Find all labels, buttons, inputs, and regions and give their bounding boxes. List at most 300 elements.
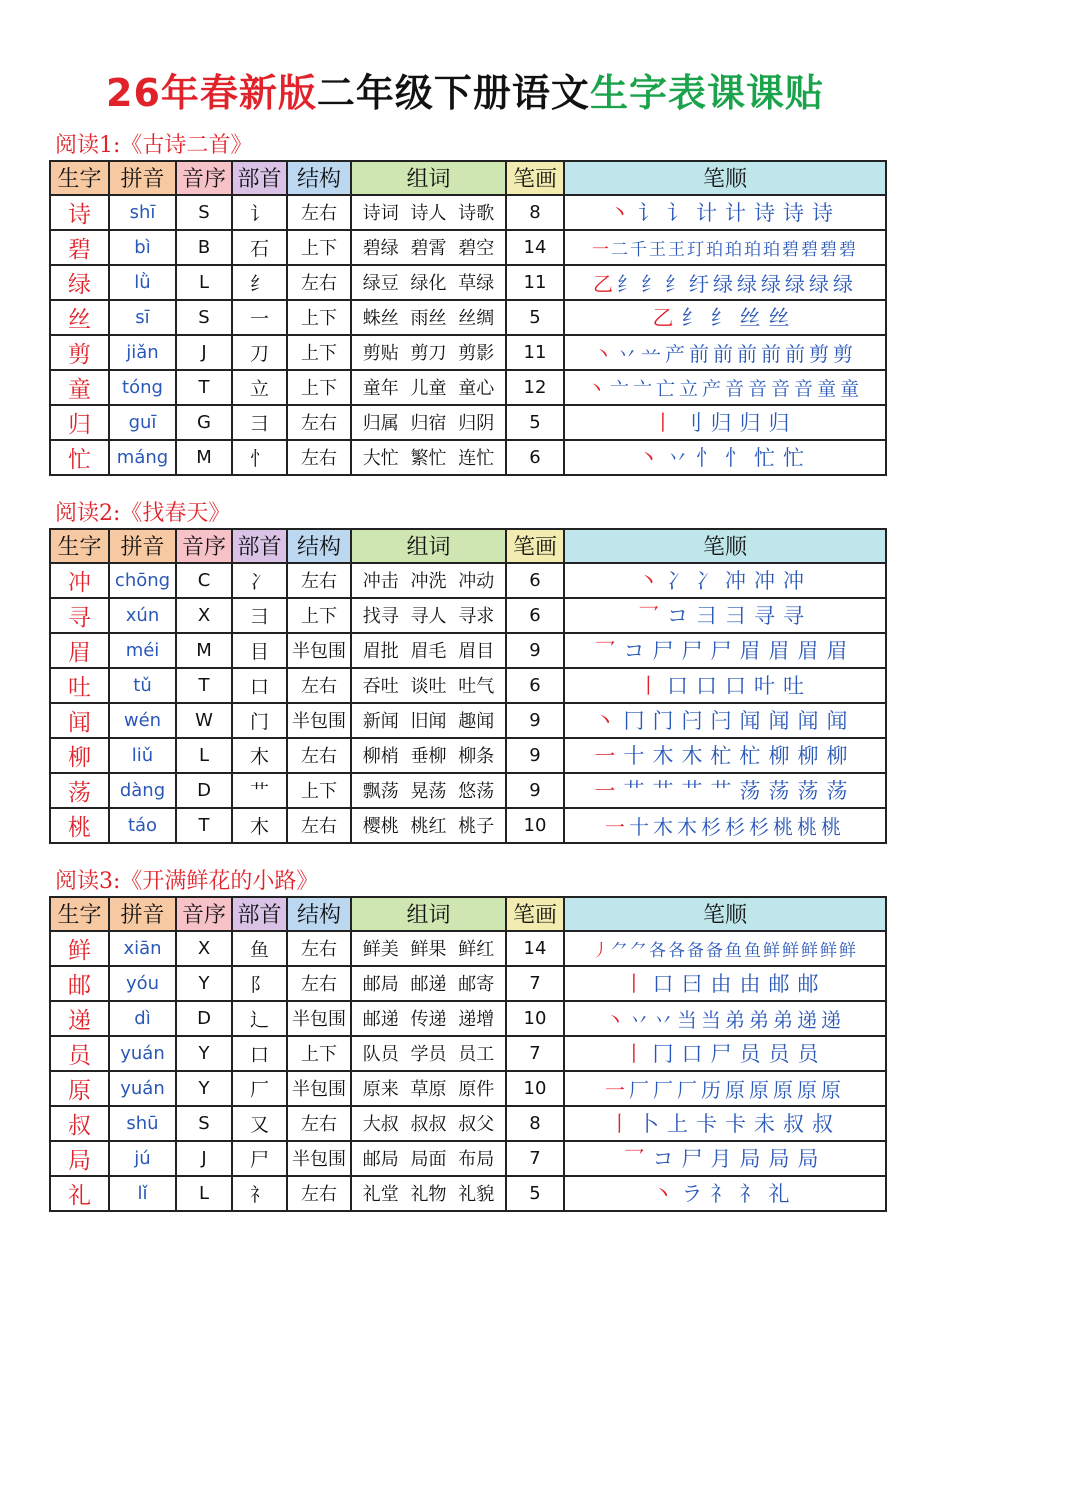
stroke-step: 礻 <box>739 1182 761 1206</box>
stroke-order-cell <box>564 703 886 738</box>
radical-cell: 又 <box>232 1106 287 1141</box>
table-row <box>50 195 886 230</box>
stroke-step: 丿 <box>592 940 609 961</box>
character-cell: 荡 <box>50 773 109 808</box>
stroke-count-cell: 10 <box>506 1001 564 1036</box>
character-cell: 寻 <box>50 598 109 633</box>
initial-letter-cell: G <box>176 405 232 440</box>
stroke-step: 鲜 <box>820 940 837 961</box>
stroke-count-cell: 12 <box>506 370 564 405</box>
words-cell: 队员 学员 员工 <box>351 1036 506 1071</box>
structure-cell: 左右 <box>287 405 351 440</box>
stroke-step: 忙 <box>754 446 775 470</box>
character-cell: 冲 <box>50 563 109 598</box>
table-row <box>50 335 886 370</box>
character-cell: 递 <box>50 1001 109 1036</box>
stroke-step: 丷 <box>629 1007 649 1032</box>
stroke-step: 忙 <box>783 446 804 470</box>
stroke-step: 纟 <box>617 271 637 296</box>
table-row <box>50 563 886 598</box>
stroke-order-cell <box>564 370 886 405</box>
words-cell: 绿豆 绿化 草绿 <box>351 265 506 300</box>
page-title <box>0 62 930 117</box>
stroke-step: 荡 <box>797 779 819 803</box>
stroke-step: 尸 <box>652 639 674 663</box>
stroke-step: 珀 <box>744 239 761 260</box>
stroke-order-cell <box>564 405 886 440</box>
stroke-step: 吐 <box>783 674 804 698</box>
character-cell: 剪 <box>50 335 109 370</box>
pinyin-cell: sī <box>109 300 176 335</box>
stroke-step: 眉 <box>797 639 819 663</box>
stroke-order-cell <box>564 230 886 265</box>
stroke-step: 丶 <box>594 709 616 733</box>
radical-cell: 厂 <box>232 1071 287 1106</box>
table-row <box>50 738 886 773</box>
words-cell: 新闻 旧闻 趣闻 <box>351 703 506 738</box>
radical-cell: 立 <box>232 370 287 405</box>
stroke-step: 珀 <box>763 239 780 260</box>
initial-letter-cell: W <box>176 703 232 738</box>
stroke-step: 丨 <box>652 411 674 435</box>
stroke-step: 一 <box>592 239 609 260</box>
stroke-step: 珀 <box>706 239 723 260</box>
stroke-order-cell <box>564 1071 886 1106</box>
stroke-step: 丨 <box>623 1042 645 1066</box>
initial-letter-cell: L <box>176 1176 232 1211</box>
stroke-step: 员 <box>739 1042 761 1066</box>
radical-cell: 口 <box>232 668 287 703</box>
pinyin-cell: yóu <box>109 966 176 1001</box>
stroke-step: 眉 <box>739 639 761 663</box>
stroke-step: 冲 <box>754 569 775 593</box>
stroke-step: 丶 <box>638 446 659 470</box>
structure-cell: 左右 <box>287 265 351 300</box>
initial-letter-cell: S <box>176 1106 232 1141</box>
stroke-step: 绿 <box>833 271 853 296</box>
stroke-order-cell <box>564 1036 886 1071</box>
column-header: 生字 <box>50 529 109 563</box>
stroke-step: 鲜 <box>782 940 799 961</box>
stroke-step: 亡 <box>655 377 675 400</box>
column-header: 组词 <box>351 529 506 563</box>
stroke-step: 冫 <box>667 569 688 593</box>
words-cell: 找寻 寻人 寻求 <box>351 598 506 633</box>
stroke-step: 鲜 <box>801 940 818 961</box>
radical-cell: 彐 <box>232 405 287 440</box>
character-cell: 碧 <box>50 230 109 265</box>
stroke-step: 一 <box>605 814 625 839</box>
stroke-step: 艹 <box>681 779 703 803</box>
column-header: 拼音 <box>109 529 176 563</box>
character-cell: 吐 <box>50 668 109 703</box>
stroke-step: 绿 <box>737 271 757 296</box>
stroke-step: 立 <box>678 377 698 400</box>
radical-cell: 刀 <box>232 335 287 370</box>
column-header: 组词 <box>351 161 506 195</box>
section-heading: 阅读2:《找春天》 <box>55 501 231 526</box>
stroke-count-cell: 5 <box>506 1176 564 1211</box>
structure-cell: 上下 <box>287 300 351 335</box>
stroke-step: 口 <box>696 674 717 698</box>
initial-letter-cell: Y <box>176 966 232 1001</box>
words-cell: 蛛丝 雨丝 丝绸 <box>351 300 506 335</box>
structure-cell: 半包围 <box>287 703 351 738</box>
stroke-step: 卜 <box>638 1112 659 1136</box>
initial-letter-cell: D <box>176 1001 232 1036</box>
stroke-step: 各 <box>649 940 666 961</box>
initial-letter-cell: Y <box>176 1071 232 1106</box>
stroke-step: 绿 <box>713 271 733 296</box>
table-row <box>50 633 886 668</box>
stroke-step: 一 <box>594 744 616 768</box>
column-header: 生字 <box>50 161 109 195</box>
stroke-count-cell: 10 <box>506 1071 564 1106</box>
column-header: 部首 <box>232 161 287 195</box>
stroke-step: 剪 <box>833 341 853 366</box>
pinyin-cell: tǔ <box>109 668 176 703</box>
pinyin-cell: shū <box>109 1106 176 1141</box>
words-cell: 眉批 眉毛 眉目 <box>351 633 506 668</box>
structure-cell: 左右 <box>287 195 351 230</box>
initial-letter-cell: T <box>176 808 232 843</box>
character-cell: 诗 <box>50 195 109 230</box>
stroke-step: 柳 <box>768 744 790 768</box>
initial-letter-cell: S <box>176 300 232 335</box>
stroke-step: 柳 <box>797 744 819 768</box>
structure-cell: 左右 <box>287 808 351 843</box>
stroke-step: 原 <box>749 1077 769 1102</box>
stroke-count-cell: 6 <box>506 440 564 475</box>
stroke-step: 备 <box>706 940 723 961</box>
stroke-step: 局 <box>797 1147 819 1171</box>
stroke-step: 丶 <box>605 1007 625 1032</box>
words-cell: 诗词 诗人 诗歌 <box>351 195 506 230</box>
stroke-step: 礻 <box>710 1182 732 1206</box>
stroke-step: 木 <box>681 744 703 768</box>
stroke-step: 千 <box>630 239 647 260</box>
stroke-step: 鲜 <box>839 940 856 961</box>
structure-cell: 半包围 <box>287 1071 351 1106</box>
stroke-order-cell <box>564 335 886 370</box>
title-part-black: 二年级下册语文 <box>316 71 590 115</box>
table-row <box>50 265 886 300</box>
stroke-step: 桃 <box>821 814 841 839</box>
stroke-step: 原 <box>725 1077 745 1102</box>
structure-cell: 上下 <box>287 1036 351 1071</box>
pinyin-cell: yuán <box>109 1036 176 1071</box>
stroke-step: 绿 <box>809 271 829 296</box>
words-cell: 大忙 繁忙 连忙 <box>351 440 506 475</box>
column-header: 结构 <box>287 529 351 563</box>
stroke-step: 员 <box>797 1042 819 1066</box>
stroke-step: 前 <box>761 341 781 366</box>
pinyin-cell: xún <box>109 598 176 633</box>
stroke-step: 王 <box>668 239 685 260</box>
stroke-step: 闻 <box>826 709 848 733</box>
pinyin-cell: liǔ <box>109 738 176 773</box>
stroke-step: 归 <box>768 411 790 435</box>
stroke-step: 彐 <box>725 604 746 628</box>
stroke-step: 局 <box>739 1147 761 1171</box>
initial-letter-cell: X <box>176 931 232 966</box>
stroke-step: 历 <box>701 1077 721 1102</box>
stroke-step: ⺈ <box>630 940 647 961</box>
structure-cell: 上下 <box>287 773 351 808</box>
pinyin-cell: dàng <box>109 773 176 808</box>
stroke-step: 递 <box>797 1007 817 1032</box>
stroke-step: 亠 <box>609 377 629 400</box>
column-header: 笔画 <box>506 897 564 931</box>
stroke-order-cell <box>564 668 886 703</box>
stroke-count-cell: 9 <box>506 773 564 808</box>
stroke-step: 邮 <box>768 972 790 996</box>
words-cell: 邮局 邮递 邮寄 <box>351 966 506 1001</box>
pinyin-cell: lǜ <box>109 265 176 300</box>
words-cell: 礼堂 礼物 礼貌 <box>351 1176 506 1211</box>
column-header: 部首 <box>232 529 287 563</box>
radical-cell: 忄 <box>232 440 287 475</box>
stroke-step: 前 <box>713 341 733 366</box>
structure-cell: 上下 <box>287 335 351 370</box>
stroke-order-cell <box>564 195 886 230</box>
stroke-step: 桃 <box>797 814 817 839</box>
radical-cell: 讠 <box>232 195 287 230</box>
radical-cell: 木 <box>232 738 287 773</box>
stroke-step: 杧 <box>739 744 761 768</box>
stroke-step: 艹 <box>652 779 674 803</box>
stroke-step: 鱼 <box>744 940 761 961</box>
table-row <box>50 230 886 265</box>
radical-cell: 冫 <box>232 563 287 598</box>
stroke-step: 寻 <box>754 604 775 628</box>
stroke-count-cell: 9 <box>506 703 564 738</box>
stroke-step: 玎 <box>687 239 704 260</box>
column-header: 音序 <box>176 529 232 563</box>
character-cell: 归 <box>50 405 109 440</box>
stroke-step: 杧 <box>710 744 732 768</box>
initial-letter-cell: Y <box>176 1036 232 1071</box>
stroke-step: 尸 <box>710 639 732 663</box>
stroke-step: 叔 <box>783 1112 804 1136</box>
radical-cell: 目 <box>232 633 287 668</box>
stroke-step: 闩 <box>710 709 732 733</box>
structure-cell: 左右 <box>287 1176 351 1211</box>
column-header: 拼音 <box>109 161 176 195</box>
radical-cell: 石 <box>232 230 287 265</box>
stroke-order-cell <box>564 1141 886 1176</box>
stroke-step: 音 <box>771 377 791 400</box>
stroke-order-cell <box>564 1106 886 1141</box>
stroke-step: 纟 <box>665 271 685 296</box>
stroke-step: 二 <box>611 239 628 260</box>
stroke-step: 口 <box>681 1042 703 1066</box>
structure-cell: 半包围 <box>287 633 351 668</box>
initial-letter-cell: L <box>176 738 232 773</box>
pinyin-cell: táo <box>109 808 176 843</box>
table-row <box>50 370 886 405</box>
column-header: 笔顺 <box>564 897 886 931</box>
table-row <box>50 440 886 475</box>
table-row <box>50 966 886 1001</box>
stroke-step: 荡 <box>768 779 790 803</box>
words-cell: 吞吐 谈吐 吐气 <box>351 668 506 703</box>
stroke-step: 纟 <box>710 306 732 330</box>
initial-letter-cell: T <box>176 668 232 703</box>
stroke-order-cell <box>564 300 886 335</box>
stroke-step: 原 <box>797 1077 817 1102</box>
stroke-step: 礼 <box>768 1182 790 1206</box>
stroke-step: 艹 <box>623 779 645 803</box>
stroke-step: 艹 <box>710 779 732 803</box>
character-cell: 眉 <box>50 633 109 668</box>
structure-cell: 左右 <box>287 440 351 475</box>
stroke-step: 当 <box>701 1007 721 1032</box>
stroke-step: 诗 <box>812 201 833 225</box>
stroke-step: 尸 <box>681 1147 703 1171</box>
character-cell: 童 <box>50 370 109 405</box>
pinyin-cell: méi <box>109 633 176 668</box>
stroke-step: 闻 <box>739 709 761 733</box>
stroke-step: 䒑 <box>641 341 661 366</box>
initial-letter-cell: M <box>176 440 232 475</box>
stroke-step: 桃 <box>773 814 793 839</box>
column-header: 生字 <box>50 897 109 931</box>
stroke-order-cell <box>564 738 886 773</box>
stroke-step: 递 <box>821 1007 841 1032</box>
words-cell: 童年 儿童 童心 <box>351 370 506 405</box>
stroke-step: 曰 <box>681 972 703 996</box>
stroke-count-cell: 11 <box>506 265 564 300</box>
table-row <box>50 773 886 808</box>
stroke-step: 绿 <box>761 271 781 296</box>
radical-cell: 艹 <box>232 773 287 808</box>
stroke-step: 乛 <box>623 1147 645 1171</box>
radical-cell: 纟 <box>232 265 287 300</box>
radical-cell: 木 <box>232 808 287 843</box>
structure-cell: 左右 <box>287 1106 351 1141</box>
stroke-count-cell: 7 <box>506 1141 564 1176</box>
stroke-count-cell: 11 <box>506 335 564 370</box>
character-table <box>49 160 887 476</box>
table-row <box>50 1001 886 1036</box>
character-table <box>49 896 887 1212</box>
stroke-step: 冂 <box>652 1042 674 1066</box>
stroke-order-cell <box>564 773 886 808</box>
stroke-step: 前 <box>689 341 709 366</box>
pinyin-cell: jú <box>109 1141 176 1176</box>
column-header: 组词 <box>351 897 506 931</box>
stroke-step: 乙 <box>593 271 613 296</box>
stroke-step: 眉 <box>826 639 848 663</box>
pinyin-cell: máng <box>109 440 176 475</box>
pinyin-cell: dì <box>109 1001 176 1036</box>
words-cell: 柳梢 垂柳 柳条 <box>351 738 506 773</box>
table-row <box>50 931 886 966</box>
stroke-step: 木 <box>677 814 697 839</box>
stroke-step: 音 <box>725 377 745 400</box>
stroke-step: 木 <box>653 814 673 839</box>
pinyin-cell: guī <box>109 405 176 440</box>
stroke-step: 各 <box>668 940 685 961</box>
stroke-step: 王 <box>649 239 666 260</box>
stroke-step: 杉 <box>749 814 769 839</box>
pinyin-cell: bì <box>109 230 176 265</box>
pinyin-cell: tóng <box>109 370 176 405</box>
stroke-step: 原 <box>821 1077 841 1102</box>
structure-cell: 左右 <box>287 966 351 1001</box>
words-cell: 归属 归宿 归阴 <box>351 405 506 440</box>
stroke-step: 纟 <box>681 306 703 330</box>
words-cell: 碧绿 碧霄 碧空 <box>351 230 506 265</box>
initial-letter-cell: S <box>176 195 232 230</box>
table-row <box>50 598 886 633</box>
column-header: 笔顺 <box>564 529 886 563</box>
stroke-step: 厂 <box>653 1077 673 1102</box>
character-cell: 柳 <box>50 738 109 773</box>
stroke-count-cell: 7 <box>506 966 564 1001</box>
character-cell: 鲜 <box>50 931 109 966</box>
stroke-step: 亠 <box>632 377 652 400</box>
radical-cell: 阝 <box>232 966 287 1001</box>
stroke-order-cell <box>564 808 886 843</box>
initial-letter-cell: J <box>176 335 232 370</box>
character-cell: 绿 <box>50 265 109 300</box>
stroke-step: 讠 <box>638 201 659 225</box>
stroke-step: 诗 <box>754 201 775 225</box>
stroke-step: 乙 <box>652 306 674 330</box>
stroke-step: 剪 <box>809 341 829 366</box>
column-header: 拼音 <box>109 897 176 931</box>
stroke-step: 童 <box>840 377 860 400</box>
character-cell: 礼 <box>50 1176 109 1211</box>
character-cell: 闻 <box>50 703 109 738</box>
stroke-step: 计 <box>725 201 746 225</box>
stroke-step: 邮 <box>797 972 819 996</box>
title-part-red: 26年春新版 <box>106 71 317 115</box>
character-cell: 员 <box>50 1036 109 1071</box>
stroke-step: 丨 <box>623 972 645 996</box>
title-part-green: 生字表课课贴 <box>589 71 824 115</box>
stroke-count-cell: 14 <box>506 230 564 265</box>
stroke-step: 当 <box>677 1007 697 1032</box>
initial-letter-cell: J <box>176 1141 232 1176</box>
header-row <box>50 897 886 931</box>
stroke-step: 局 <box>768 1147 790 1171</box>
stroke-step: 纟 <box>641 271 661 296</box>
stroke-step: 计 <box>696 201 717 225</box>
stroke-step: 弟 <box>773 1007 793 1032</box>
pinyin-cell: chōng <box>109 563 176 598</box>
stroke-step: 闻 <box>797 709 819 733</box>
stroke-count-cell: 9 <box>506 633 564 668</box>
character-cell: 桃 <box>50 808 109 843</box>
table-row <box>50 668 886 703</box>
stroke-step: ⺈ <box>611 940 628 961</box>
stroke-step: 眉 <box>768 639 790 663</box>
stroke-step: 丶 <box>609 201 630 225</box>
radical-cell: 鱼 <box>232 931 287 966</box>
stroke-step: 鱼 <box>725 940 742 961</box>
section-heading: 阅读3:《开满鲜花的小路》 <box>55 869 319 894</box>
stroke-step: 叔 <box>812 1112 833 1136</box>
initial-letter-cell: X <box>176 598 232 633</box>
structure-cell: 上下 <box>287 598 351 633</box>
stroke-step: 弟 <box>749 1007 769 1032</box>
radical-cell: 尸 <box>232 1141 287 1176</box>
table-row <box>50 300 886 335</box>
stroke-order-cell <box>564 633 886 668</box>
